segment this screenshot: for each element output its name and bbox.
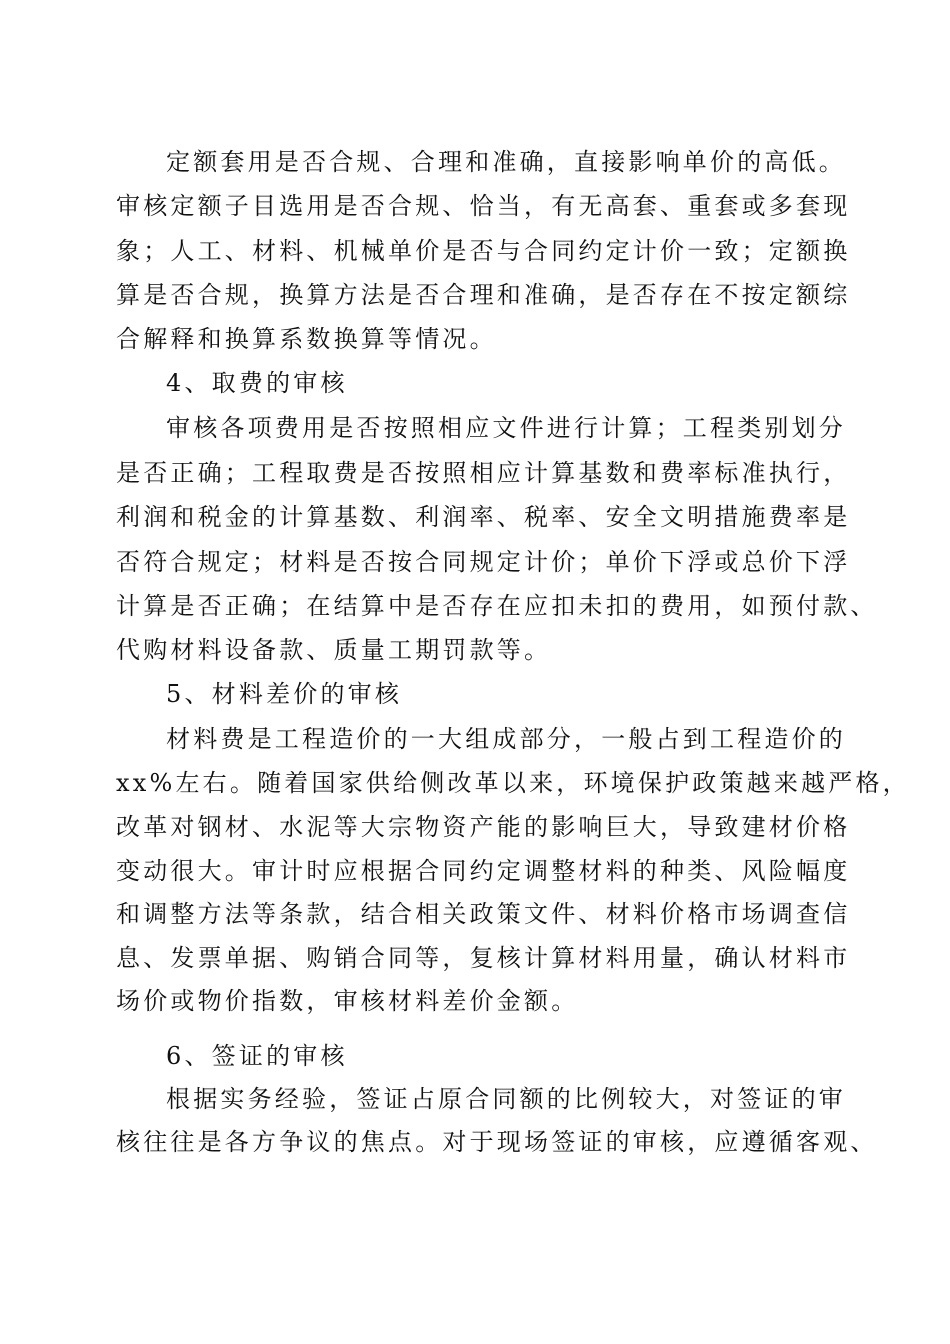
paragraph-line: 息、发票单据、购销合同等，复核计算材料用量，确认材料市 — [116, 944, 851, 972]
paragraph-line: 合解释和换算系数换算等情况。 — [116, 325, 497, 353]
section-heading: 6、签证的审核 — [166, 1042, 348, 1070]
paragraph-line: 材料费是工程造价的一大组成部分，一般占到工程造价的 — [166, 725, 846, 753]
paragraph-line: 否符合规定；材料是否按合同规定计价；单价下浮或总价下浮 — [116, 548, 851, 576]
paragraph-line: 根据实务经验，签证占原合同额的比例较大，对签证的审 — [166, 1085, 846, 1113]
paragraph-line: 代购材料设备款、质量工期罚款等。 — [116, 636, 552, 664]
paragraph-line: 场价或物价指数，审核材料差价金额。 — [116, 987, 579, 1015]
paragraph-line: 定额套用是否合规、合理和准确，直接影响单价的高低。 — [166, 148, 846, 176]
paragraph-line: xx%左右。随着国家供给侧改革以来，环境保护政策越来越严格， — [116, 769, 910, 797]
paragraph-line: 改革对钢材、水泥等大宗物资产能的影响巨大，导致建材价格 — [116, 813, 851, 841]
paragraph-line: 审核各项费用是否按照相应文件进行计算；工程类别划分 — [166, 414, 846, 442]
paragraph-line: 核往往是各方争议的焦点。对于现场签证的审核，应遵循客观、 — [116, 1128, 878, 1156]
paragraph-line: 算是否合规，换算方法是否合理和准确，是否存在不按定额综 — [116, 281, 851, 309]
paragraph-line: 是否正确；工程取费是否按照相应计算基数和费率标准执行， — [116, 459, 851, 487]
paragraph-line: 计算是否正确；在结算中是否存在应扣未扣的费用，如预付款、 — [116, 592, 878, 620]
section-heading: 4、取费的审核 — [166, 369, 348, 397]
paragraph-line: 变动很大。审计时应根据合同约定调整材料的种类、风险幅度 — [116, 857, 851, 885]
paragraph-line: 和调整方法等条款，结合相关政策文件、材料价格市场调查信 — [116, 900, 851, 928]
paragraph-line: 审核定额子目选用是否合规、恰当，有无高套、重套或多套现 — [116, 192, 851, 220]
paragraph-line: 象；人工、材料、机械单价是否与合同约定计价一致；定额换 — [116, 237, 851, 265]
section-heading: 5、材料差价的审核 — [166, 680, 403, 708]
paragraph-line: 利润和税金的计算基数、利润率、税率、安全文明措施费率是 — [116, 503, 851, 531]
